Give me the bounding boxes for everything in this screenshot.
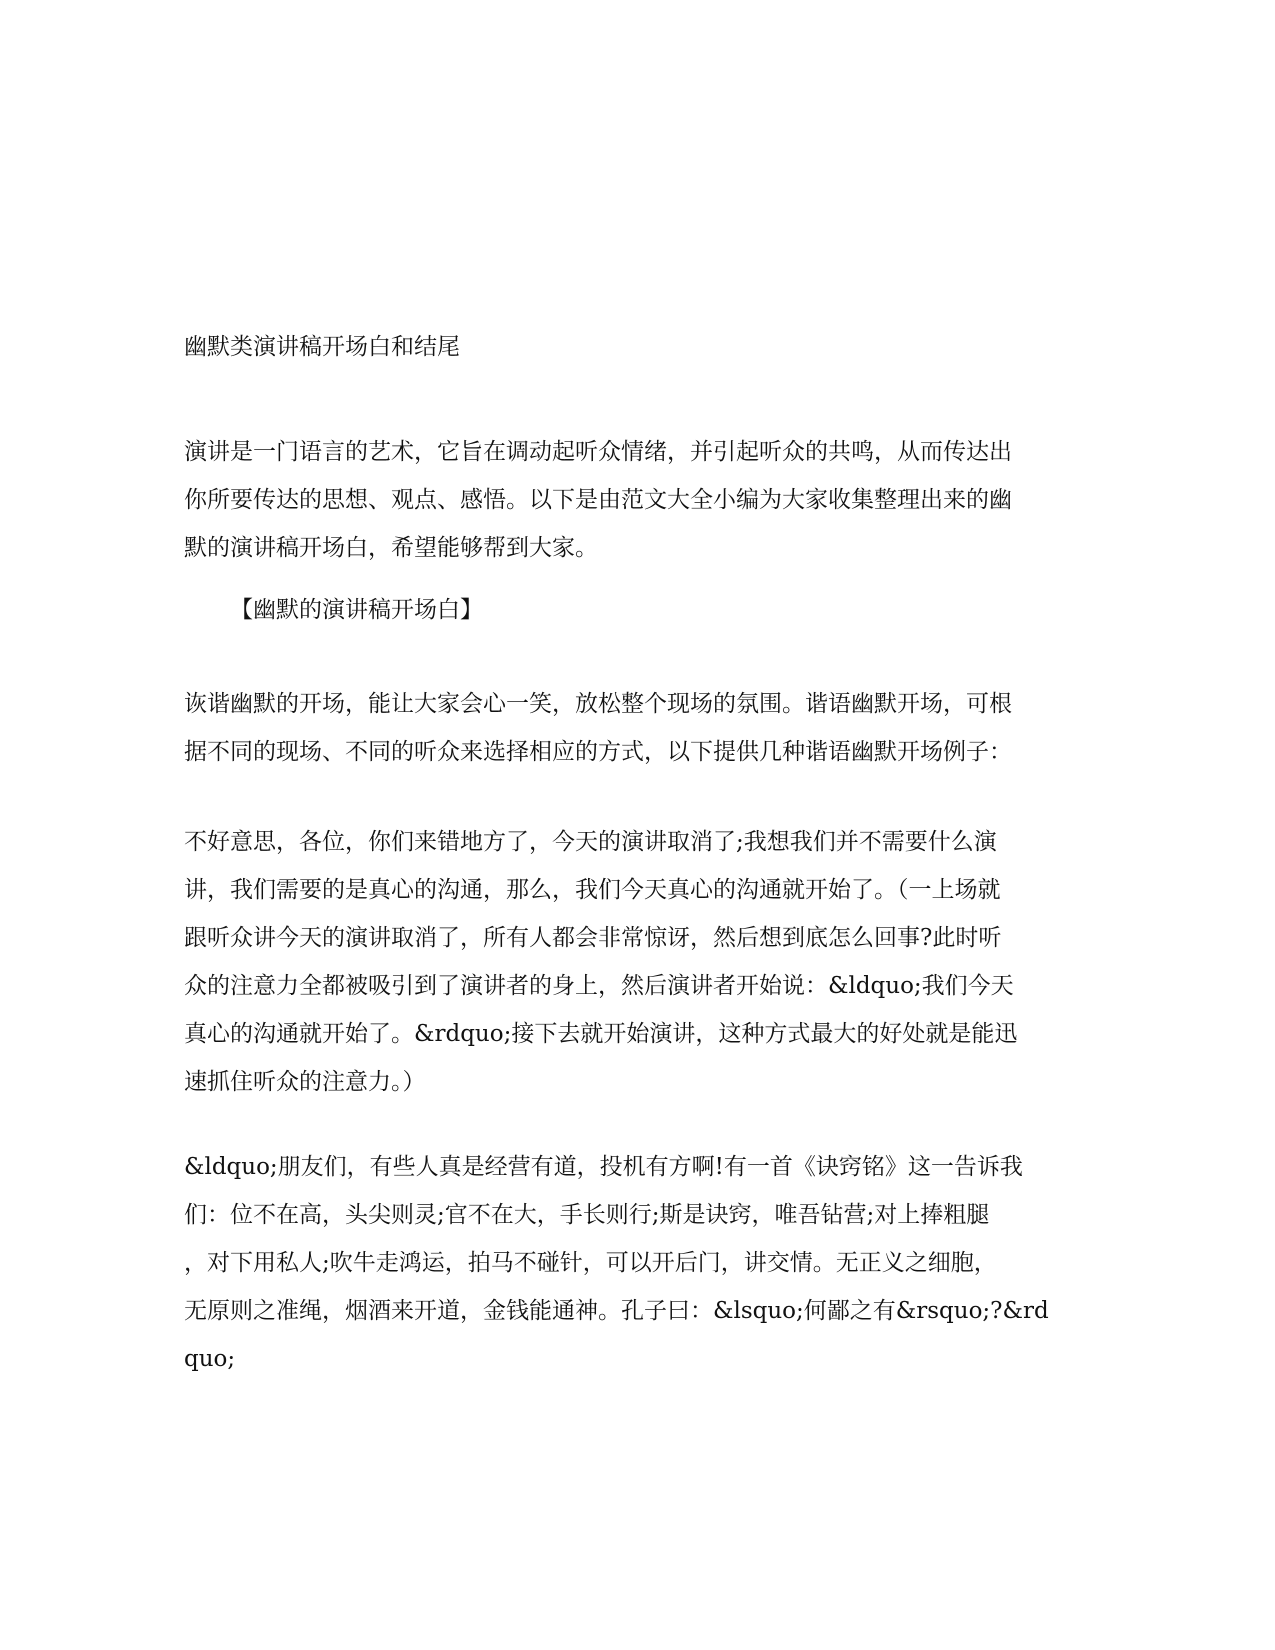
paragraph-line: 真心的沟通就开始了。&rdquo;接下去就开始演讲，这种方式最大的好处就是能迅 [184,1021,1018,1047]
section-heading-block [184,586,1094,634]
paragraph-line: 诙谐幽默的开场，能让大家会心一笑，放松整个现场的氛围。谐语幽默开场，可根 [184,691,1012,717]
intro-line: 演讲是一门语言的艺术，它旨在调动起听众情绪，并引起听众的共鸣，从而传达出 [184,439,1012,465]
intro-line: 你所要传达的思想、观点、感悟。以下是由范文大全小编为大家收集整理出来的幽 [184,487,1012,513]
paragraph-3 [184,818,1094,1106]
paragraph-4 [184,1143,1094,1383]
section-heading: 【幽默的演讲稿开场白】 [230,597,483,623]
paragraph-line: 跟听众讲今天的演讲取消了，所有人都会非常惊讶，然后想到底怎么回事?此时听 [184,925,1002,951]
paragraph-line: 众的注意力全都被吸引到了演讲者的身上，然后演讲者开始说：&ldquo;我们今天 [184,973,1014,999]
paragraph-line: ，对下用私人;吹牛走鸿运，拍马不碰针，可以开后门，讲交情。无正义之细胞， [184,1250,997,1276]
paragraph-line: 速抓住听众的注意力。） [184,1069,426,1095]
paragraph-line: 不好意思，各位，你们来错地方了，今天的演讲取消了;我想我们并不需要什么演 [184,829,997,855]
document-title: 幽默类演讲稿开场白和结尾 [184,334,460,360]
intro-line: 默的演讲稿开场白，希望能够帮到大家。 [184,535,598,561]
paragraph-line: 讲，我们需要的是真心的沟通，那么，我们今天真心的沟通就开始了。（一上场就 [184,877,1001,903]
paragraph-line: 无原则之准绳，烟酒来开道，金钱能通神。孔子曰：&lsquo;何鄙之有&rsquo;?&rd [184,1298,1049,1324]
paragraph-line: &ldquo;朋友们，有些人真是经营有道，投机有方啊!有一首《诀窍铭》这一告诉我 [184,1154,1023,1180]
paragraph-line: quo; [184,1346,236,1372]
paragraph-line: 们：位不在高，头尖则灵;官不在大，手长则行;斯是诀窍，唯吾钻营;对上捧粗腿 [184,1202,990,1228]
intro-paragraph [184,428,1094,572]
paragraph-2 [184,680,1094,776]
paragraph-line: 据不同的现场、不同的听众来选择相应的方式，以下提供几种谐语幽默开场例子： [184,739,1012,765]
